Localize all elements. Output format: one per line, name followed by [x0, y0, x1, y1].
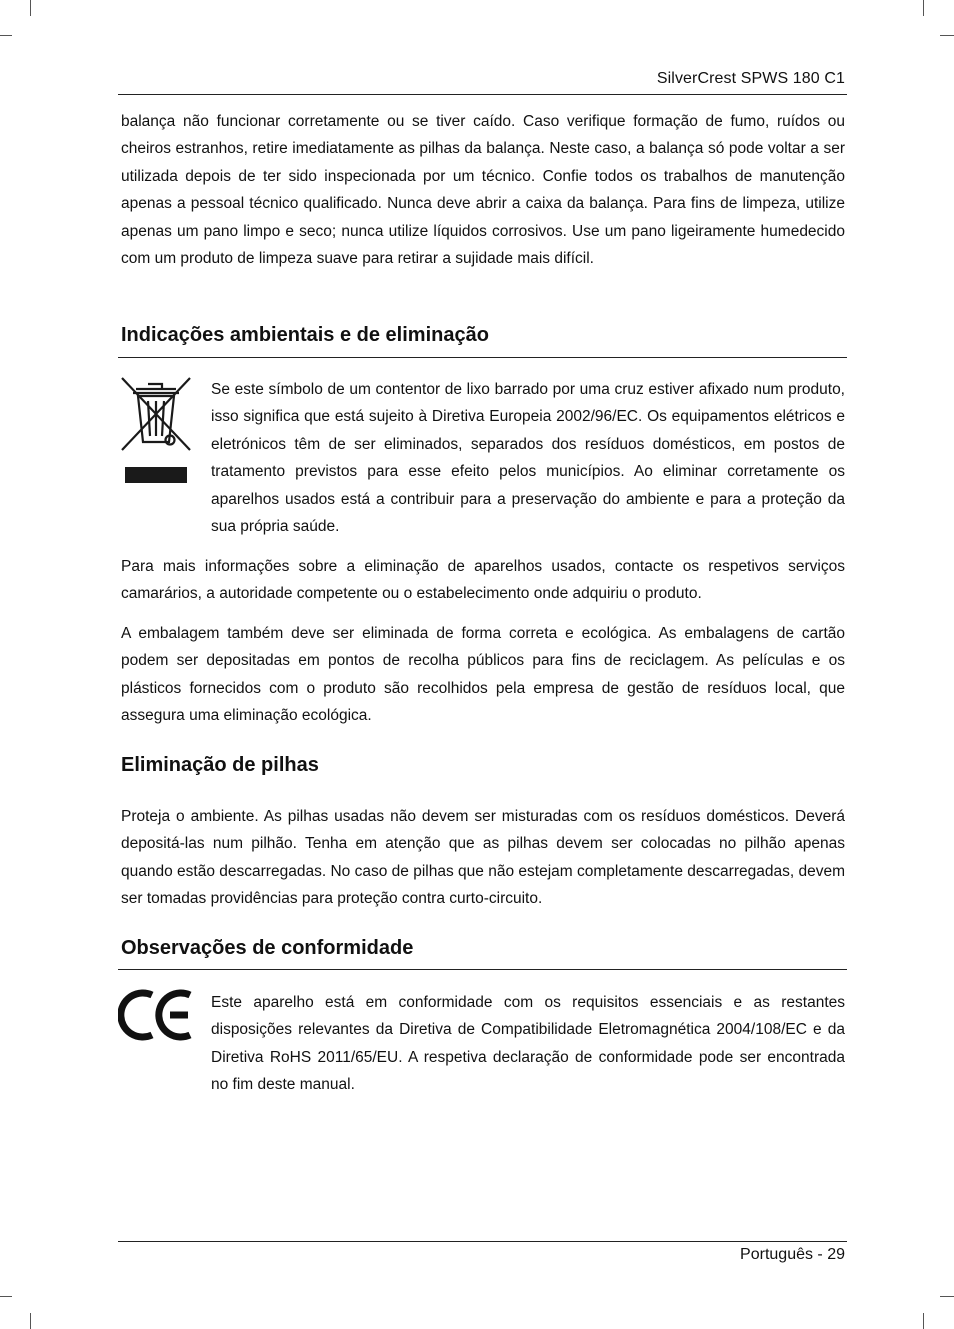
crop-mark	[940, 1296, 954, 1297]
crop-mark	[923, 1313, 924, 1329]
packaging-paragraph: A embalagem também deve ser eliminada de forma correta e ecológica. As embalagens de cartão podem ser depositadas em pontos de recolha públicos para fins de reciclagem. As películas e os plásticos fornecidos com o produto são recolhidos pela empresa de gestão de resíduos local, que assegura uma eliminação ecológica.	[121, 625, 845, 725]
symbol-paragraph: Se este símbolo de um contentor de lixo barrado por uma cruz estiver afixado num produto, isso significa que está sujeito à Diretiva Europeia 2002/96/EC. Os equipamentos elétricos e eletrónicos têm de ser eliminados, separados dos resíduos domésticos, em postos de tratamento previstos para esse efeito pelos municípios. Ao eliminar corretamente os aparelhos usados está a contribuir para a preservação do ambiente e para a proteção da sua própria saúde.	[211, 381, 845, 536]
batteries-paragraph: Proteja o ambiente. As pilhas usadas não devem ser misturadas com os resíduos domésticos. Deverá depositá-las num pilhão. Tenha em atenção que as pilhas devem ser colocadas no pilhão apenas quando estão descarregadas. No caso de pilhas que não estejam completamente descarregadas, devem ser tomadas providências para proteção contra curto-circuito.	[121, 808, 845, 908]
disposal-info-paragraph: Para mais informações sobre a eliminação de aparelhos usados, contacte os respetivos serviços camarários, a autoridade competente ou o estabelecimento onde adquiriu o produto.	[121, 558, 845, 603]
section-heading-conformity: Observações de conformidade	[121, 937, 414, 959]
section-heading-batteries: Eliminação de pilhas	[121, 754, 319, 776]
footer-rule	[118, 1241, 847, 1242]
crossed-out-wheelie-bin-icon	[118, 374, 194, 486]
header-rule	[118, 94, 847, 95]
section-rule	[118, 969, 847, 970]
page-header-product: SilverCrest SPWS 180 C1	[656, 70, 845, 87]
page-number: Português - 29	[740, 1246, 845, 1263]
crop-mark	[0, 1296, 12, 1297]
crop-mark	[0, 35, 12, 36]
crop-mark	[30, 0, 31, 16]
section-heading-environment: Indicações ambientais e de eliminação	[121, 324, 489, 346]
section-rule	[118, 357, 847, 358]
conformity-paragraph: Este aparelho está em conformidade com os requisitos essenciais e as restantes disposições relevantes da Diretiva de Compatibilidade Eletromagnética 2004/108/EC e da Diretiva RoHS 2011/65/EU. A respetiva declaração de conformidade pode ser encontrada no fim deste manual.	[211, 994, 845, 1094]
ce-mark-icon	[118, 986, 198, 1044]
intro-paragraph: balança não funcionar corretamente ou se tiver caído. Caso verifique formação de fumo, ruídos ou cheiros estranhos, retire imediatamente as pilhas da balança. Neste caso, a balança só pode voltar a ser utilizada depois de ter sido inspecionada por um técnico. Confie todos os trabalhos de manutenção apenas a pessoal técnico qualificado. Nunca deve abrir a caixa da balança. Para fins de limpeza, utilize apenas um pano limpo e seco; nunca utilize líquidos corrosivos. Use um pano ligeiramente humedecido com um produto de limpeza suave para retirar a sujidade mais difícil.	[121, 113, 845, 268]
crop-mark	[923, 0, 924, 16]
crop-mark	[940, 35, 954, 36]
crop-mark	[30, 1313, 31, 1329]
